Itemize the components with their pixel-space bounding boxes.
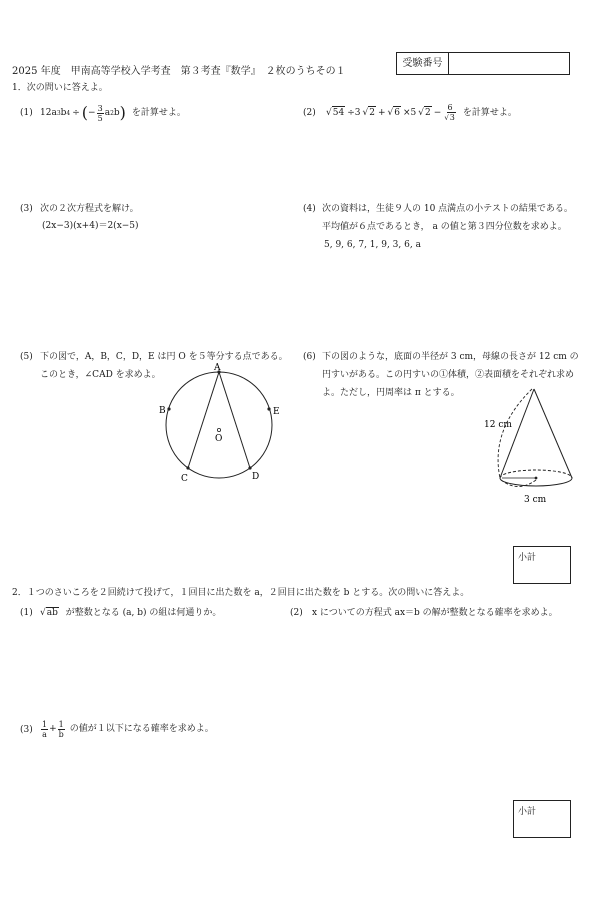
q1-5-line1: 下の図で，A，B，C，D，E は円 O を５等分する点である。 (40, 352, 288, 362)
subtotal-box-1[interactable] (513, 546, 571, 584)
q2-1-number: (1) (20, 608, 33, 618)
q2-2-text: x についての方程式 ax＝b の解が整数となる確率を求めよ。 (312, 608, 558, 618)
slant-brace (498, 389, 532, 478)
radius-label: 3 cm (524, 495, 547, 505)
q2-3-number: (3) (20, 725, 33, 735)
cone-figure (470, 385, 590, 510)
chord-ac (188, 372, 219, 468)
label-b: B (159, 406, 166, 416)
q1-6-line1: 下の図のような，底面の半径が 3 cm，母線の長さが 12 cm の (322, 352, 579, 362)
label-c: C (181, 474, 188, 484)
cone-right-edge (534, 389, 572, 478)
q1-6-number: (6) (303, 352, 316, 362)
circle-o (166, 372, 272, 478)
section2-heading: 2．１つのさいころを２回続けて投げて，１回目に出た数を a，２回目に出た数を b とする。次の問いに答えよ。 (12, 588, 470, 598)
point-b (167, 407, 170, 410)
q1-6-line3: よ。ただし，円周率は π とする。 (322, 388, 460, 398)
cone-left-edge (500, 389, 534, 478)
subtotal-label-2: 小計 (518, 807, 537, 817)
center-o (217, 428, 220, 431)
q1-5-line2: このとき，∠CAD を求めよ。 (40, 370, 161, 380)
point-c (186, 466, 189, 469)
circle-figure (150, 360, 290, 485)
point-d (248, 466, 251, 469)
label-e: E (273, 407, 280, 417)
page-title: 2025 年度 甲南高等学校入学考査 第３考査『数学』 ２枚のうちその１ (12, 66, 346, 77)
q1-6-line2: 円すいがある。この円すいの①体積，②表面積をそれぞれ求め (322, 370, 575, 380)
q1-1-number: (1) (20, 108, 33, 118)
q1-2-number: (2) (303, 108, 316, 118)
exam-number-field[interactable] (449, 53, 569, 74)
label-d: D (252, 472, 260, 482)
q1-5-number: (5) (20, 352, 33, 362)
chord-ad (219, 372, 250, 468)
point-e (267, 407, 270, 410)
q2-1-expression: √ab が整数となる (a, b) の組は何通りか。 (40, 608, 222, 618)
subtotal-box-2[interactable] (513, 800, 571, 838)
q1-3-number: (3) (20, 204, 33, 214)
exam-number-label: 受験番号 (397, 53, 449, 74)
label-o: O (215, 434, 223, 444)
q1-2-expression: √ 54 ÷3 √ 2 + √ 6 ×5 √ 2 − $\frac{6}{√3}$ を計算せよ。 (326, 103, 517, 122)
q2-3-expression: $\frac{1}{a}$ + $\frac{1}{b}$ の値が１以下になる確率を求めよ。 (42, 719, 214, 739)
q1-4-number: (4) (303, 204, 316, 214)
exam-number-box (396, 52, 570, 75)
label-a: A (214, 363, 221, 373)
cone-base-center (535, 477, 538, 480)
q1-4-line1: 次の資料は，生徒９人の 10 点満点の小テストの結果である。 (322, 204, 573, 214)
subtotal-label-1: 小計 (518, 553, 537, 563)
q1-1-expression: 12a 3 b 4 ÷ ( − $\frac{3}{5}$ a 2 b ) を計算せよ。 (40, 103, 186, 123)
q1-4-data: 5, 9, 6, 7, 1, 9, 3, 6, a (324, 240, 421, 250)
slant-label: 12 cm (484, 420, 512, 430)
q1-3-equation: (2x−3)(x+4)＝2(x−5) (42, 221, 139, 231)
q1-4-line2: 平均値が６点であるとき， a の値と第３四分位数を求めよ。 (322, 222, 567, 232)
q2-2-number: (2) (290, 608, 303, 618)
section1-heading: 1．次の問いに答えよ。 (12, 83, 108, 93)
q1-3-text: 次の２次方程式を解け。 (40, 204, 139, 214)
q1-1-fraction: $\frac{3}{5}$ (97, 103, 103, 123)
q1-2-fraction: $\frac{6}{√3}$ (444, 103, 455, 122)
